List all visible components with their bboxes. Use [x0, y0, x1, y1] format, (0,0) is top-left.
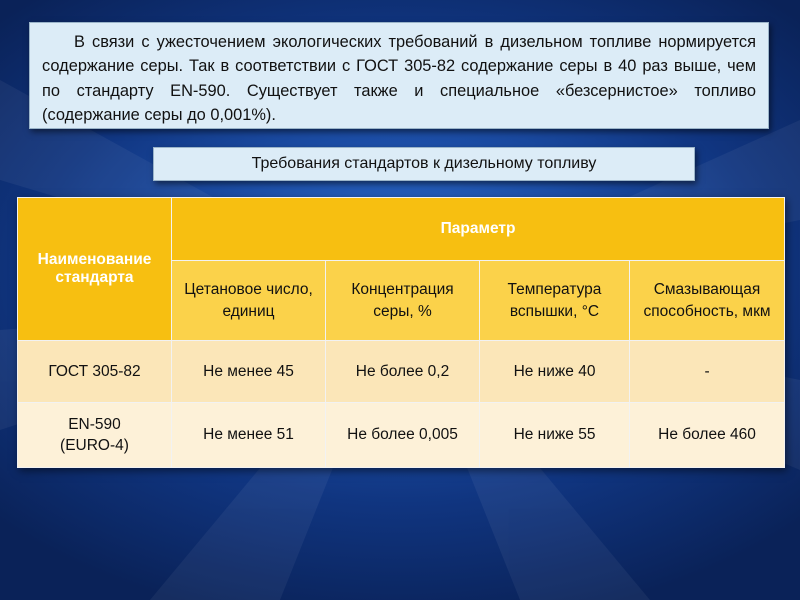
cell-flash-point: Не ниже 55	[480, 403, 630, 468]
cell-cetane: Не менее 45	[172, 341, 326, 403]
standard-name-header: Наименование стандарта	[18, 198, 172, 341]
cell-sulfur: Не более 0,005	[326, 403, 480, 468]
column-header-flash-point: Температура вспышки, °С	[480, 261, 630, 341]
table-row	[18, 341, 785, 403]
cell-lubricity: Не более 460	[630, 403, 785, 468]
cell-sulfur: Не более 0,2	[326, 341, 480, 403]
standards-table	[17, 197, 785, 468]
cell-flash-point: Не ниже 40	[480, 341, 630, 403]
parameter-header: Параметр	[172, 198, 785, 261]
cell-lubricity: -	[630, 341, 785, 403]
standard-name-line1: EN-590	[68, 416, 121, 433]
standard-name-line2: (EURO-4)	[60, 437, 129, 454]
table-row	[18, 403, 785, 468]
cell-cetane: Не менее 51	[172, 403, 326, 468]
row-standard-name	[18, 403, 172, 468]
column-header-sulfur: Концентрация серы, %	[326, 261, 480, 341]
table-caption: Требования стандартов к дизельному топливу	[153, 147, 695, 181]
row-standard-name: ГОСТ 305-82	[18, 341, 172, 403]
intro-paragraph: В связи с ужесточением экологических требований в дизельном топливе нормируется содержание серы. Так в соответствии с ГОСТ 305-82 содержание серы в 40 раз выше, чем по стандарту EN-590. Существует также и специальное «безсернистое» топливо (содержание серы до 0,001%).	[29, 22, 769, 129]
column-header-lubricity: Смазывающая способность, мкм	[630, 261, 785, 341]
column-header-cetane: Цетановое число, единиц	[172, 261, 326, 341]
